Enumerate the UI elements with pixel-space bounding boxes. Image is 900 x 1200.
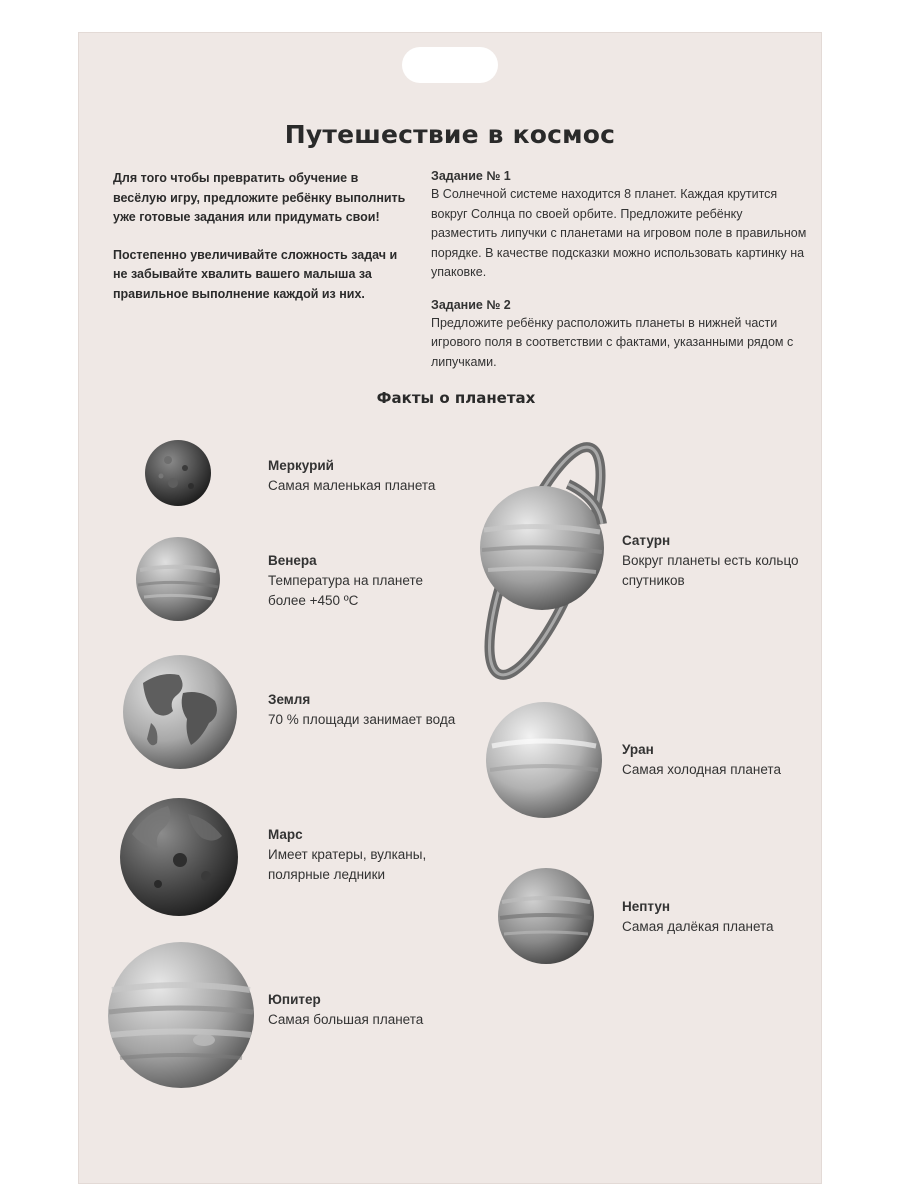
earth-desc: 70 % площади занимает вода [268,712,456,727]
earth-image [121,653,239,771]
fact-earth [268,690,455,730]
saturn-desc-line-2: спутников [622,573,685,588]
task-1-text: В Солнечной системе находится 8 планет. Каждая крутится вокруг Солнца по своей орбите. Предложите ребёнку разместить липучки с планетами на игровом поле в правильном порядке. В качестве подсказки можно использовать картинку на упаковке. [431,187,807,279]
saturn-desc-line-1: Вокруг планеты есть кольцо [622,553,799,568]
uranus-name: Уран [622,742,654,757]
page-title: Путешествие в космос [284,120,616,149]
intro-text [113,169,413,322]
facts-title: Факты о планетах [376,389,536,407]
jupiter-desc: Самая большая планета [268,1012,424,1027]
fact-saturn [622,531,799,591]
mars-desc-line-1: Имеет кратеры, вулканы, [268,847,427,862]
tasks-block [431,167,811,385]
intro-paragraph-2: Постепенно увеличивайте сложность задач и не забывайте хвалить вашего малыша за правильное выполнение каждой из них. [113,247,398,301]
venus-image [134,535,222,623]
fact-uranus [622,740,781,780]
fact-jupiter [268,990,423,1030]
task-2-text: Предложите ребёнку расположить планеты в нижней части игрового поля в соответствии с фактами, указанными рядом с липучками. [431,315,794,369]
venus-name: Венера [268,553,317,568]
jupiter-image [106,940,256,1090]
intro-paragraph-1: Для того чтобы превратить обучение в весёлую игру, предложите ребёнку выполнить уже готовые задания или придумать свои! [113,171,406,224]
uranus-desc: Самая холодная планета [622,762,781,777]
venus-desc-line-1: Температура на планете [268,573,423,588]
mercury-name: Меркурий [268,458,334,473]
uranus-image [484,700,604,820]
mercury-image [143,438,213,508]
neptune-desc: Самая далёкая планета [622,919,774,934]
venus-desc-line-2: более +450 ºC [268,593,359,608]
mercury-desc: Самая маленькая планета [268,478,436,493]
fact-mercury [268,456,435,496]
task-2 [431,296,811,373]
saturn-name: Сатурн [622,533,671,548]
jupiter-name: Юпитер [268,992,321,1007]
mars-desc-line-2: полярные ледники [268,867,386,882]
neptune-image [496,866,596,966]
mars-image [118,796,240,918]
fact-neptune [622,897,774,937]
fact-venus [268,551,423,611]
task-1 [431,167,811,283]
mars-name: Марс [268,827,303,842]
neptune-name: Нептун [622,899,671,914]
hang-tab-hole [402,47,498,83]
fact-mars [268,825,426,885]
task-1-title: Задание № 1 [431,169,511,183]
earth-name: Земля [268,692,311,707]
task-2-title: Задание № 2 [431,297,511,312]
saturn-image [470,438,620,684]
